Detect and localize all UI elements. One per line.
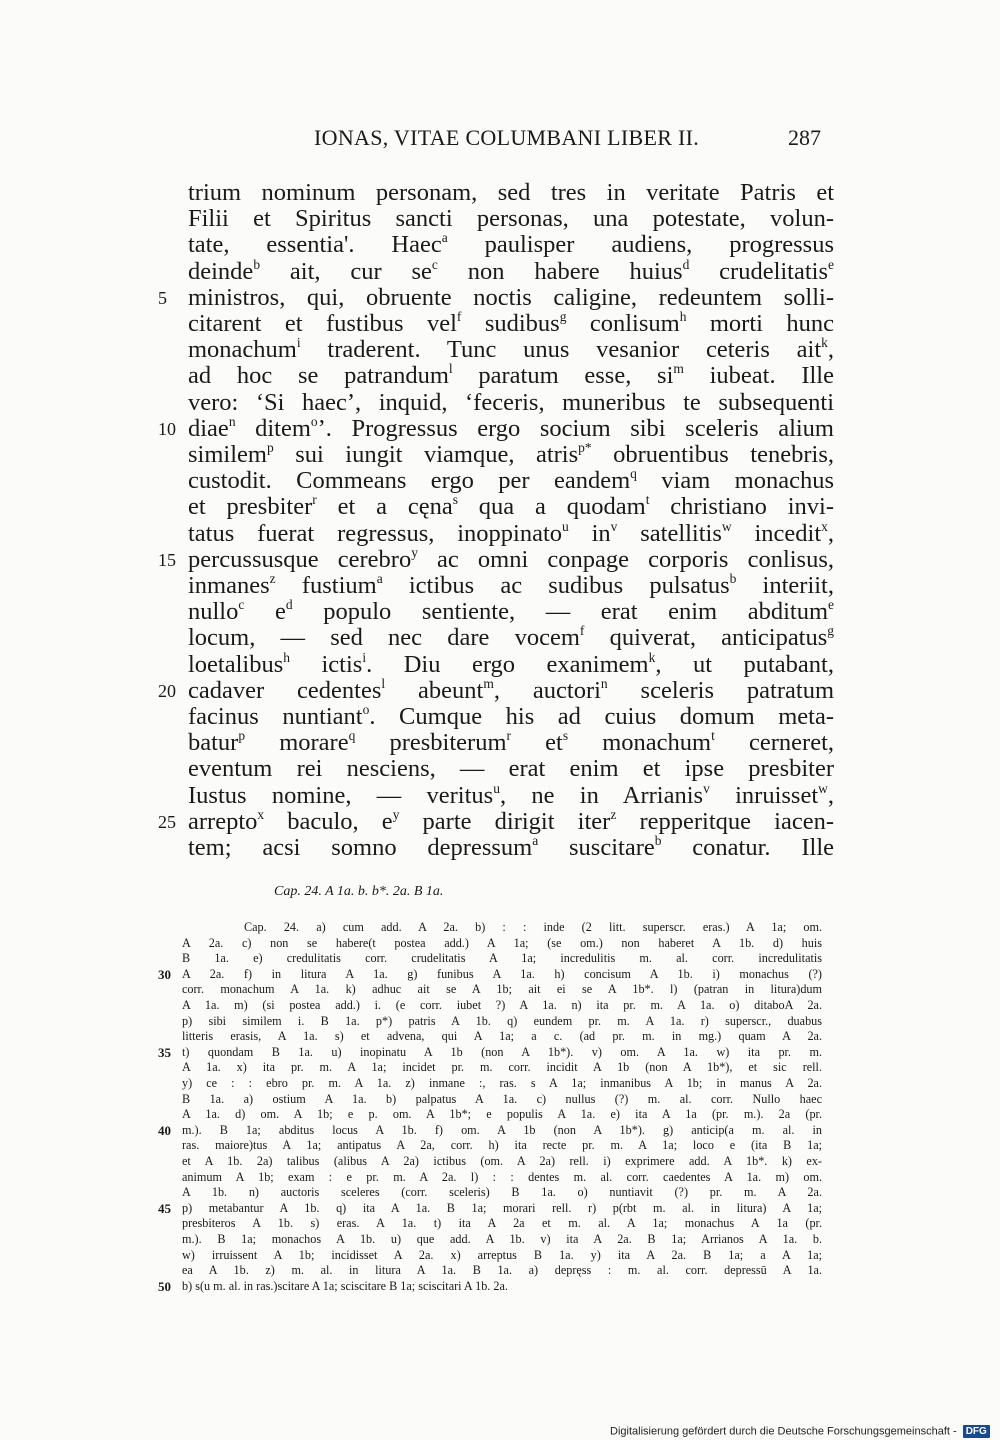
apparatus-line: p) metabantur A 1b. q) ita A 1a. B 1a; morari rell. r) p(rbt m. al. in litura) A 1a; [182,1201,822,1215]
apparatus-line: A 1a. m) (si postea add.) i. (e corr. iubet ?) A 1a. n) ita pr. m. A 1a. o) ditaboA 2a. [182,999,822,1012]
apparatus-line: presbiteros A 1b. s) eras. A 1a. t) ita A 2a et m. al. A 1a; monachus A 1a (pr. [182,1217,822,1231]
apparatus-line: Cap. 24. a) cum add. A 2a. b) : : inde (2 litt. superscr. eras.) A 1a; om. [244,921,822,934]
text-line: eventum rei nesciens, — erat enim et ipse presbiter [188,755,834,783]
dfg-logo: DFG [963,1425,990,1438]
footer [610,1422,990,1438]
chapter-manuscripts: Cap. 24. A 1a. b. b*. 2a. B 1a. [274,884,444,899]
page-header [0,125,1000,155]
text-line: deinde$^b$ ait, cur $se^c$ non habere huius$^d$ crudelitatis$^e$ [188,256,834,285]
apparatus-line: A 1b. n) auctoris sceleres (corr. sceleris) B 1a. o) nuntiavit (?) pr. m. A 2a. [182,1186,822,1200]
apparatus-line: m.). B 1a; monachos A 1b. u) que add. A 1b. v) ita A 2a. B 1a; Arrianos A 1a. b. [182,1233,822,1246]
text-line: monachum$^i$ traderent. Tunc unus vesanior ceteris ait$^k$, [188,335,834,364]
apparatus-line: m.). B 1a; abditus locus A 1b. f) om. A 1b (non A 1b*). g) anticip(a m. al. in [182,1123,822,1137]
apparatus-line: corr. monachum A 1a. k) adhuc ait se A 1b; ait ei se A 1b*. l) (patran in litura)dum [182,983,822,997]
line-number: 15 [158,549,176,570]
text-line: percussusque cerebro$^y$ ac omni conpage corporis conlisus, [188,544,834,573]
text-line: loetalibus$^h$ ictis$^i$. Diu ergo exanimem$^k$, ut putabant, [188,649,834,678]
apparatus-line: animum A 1b; exam : e pr. m. A 2a. l) : : dentes m. al. corr. caedentes A 1a. m) om. [182,1170,822,1184]
text-line: custodit. Commeans ergo per eandem$^q$ viam monachus [188,466,834,495]
text-line: trium nominum personam, sed tres in veritate Patris et [188,179,834,206]
text-line: ad hoc se patrandum$^l$ paratum esse, $si^m$ iubeat. Ille [188,361,834,390]
apparatus-line: et A 1b. 2a) talibus (alibus A 2a) ictibus (om. A 2a) rell. i) exprimere add. A 1b*. k) ex- [182,1155,822,1168]
page-number: 287 [788,125,821,150]
apparatus-line: t) quondam B 1a. u) inopinatu A 1b (non A 1b*). v) om. A 1a. w) ita pr. m. [182,1045,822,1059]
apparatus-line: A 1a. d) om. A 1b; e p. om. A 1b*; e populis A 1a. e) ita A 1a (pr. m.). 2a (pr. [182,1108,822,1122]
text-line: et presbiter$^r$ et a cęna$^s$ qua a quodam$^t$ christiano invi- [188,492,835,521]
line-number: 20 [158,680,176,701]
line-number: 25 [158,811,176,832]
apparatus-line: ras. maiore)tus A 1a; antipatus A 2a, corr. h) ita recte pr. m. A 1a; loco e (ita B 1a; [182,1139,822,1153]
running-head: IONAS, VITAE COLUMBANI LIBER II. [314,125,700,150]
text-line: similem$^p$ sui iungit viamque, atris$^{p*}$ obruentibus tenebris, [188,439,834,468]
apparatus-line: w) irruissent A 1b; incidisset A 2a. x) arreptus B 1a. y) ita A 2a. B 1a; a A 1a; [182,1248,822,1262]
apparatus-line-number: 40 [158,1122,171,1138]
apparatus-line: b) s(u m. al. in ras.)scitare A 1a; sciscitare B 1a; sciscitari A 1b. 2a. [182,1279,508,1293]
text-line: cadaver cedentes$^l$ abeunt$^m$, auctori$^n$ sceleris patratum [188,675,835,704]
text-line: nullo$^c$ $e^d$ populo sentiente, — erat enim abditum$^e$ [188,597,835,626]
text-line: Filii et Spiritus sancti personas, una potestate, volun- [188,205,834,233]
apparatus-line-number: 50 [158,1278,171,1294]
apparatus-line: litteris erasis, A 1a. s) et advena, qui A 1a; a c. (ad pr. m. in mg.) quam A 2a. [182,1030,822,1044]
apparatus-line: A 2a. f) in litura A 1a. g) funibus A 1a. h) concisum A 1b. i) monachus (?) [182,967,822,981]
apparatus-line-number: 35 [158,1044,171,1060]
text-line: diae$^n$ ditem$^o$’. Progressus ergo socium sibi sceleris alium [188,413,834,442]
text-line: tatus fuerat regressus, inoppinato$^u$ $in^v$ satellitis$^w$ incedit$^x$, [188,518,834,547]
apparatus-line: p) sibi similem i. B 1a. p*) patris A 1b. q) eundem pr. m. A 1a. r) superscr., duabus [182,1014,822,1028]
apparatus-line: y) ce : : ebro pr. m. A 1a. z) inmane :, ras. s A 1a; inmanibus A 1b; in manus A 2a. [182,1077,822,1090]
text-line: locum, — sed nec dare vocem$^f$ quiverat, anticipatus$^g$ [188,623,835,652]
apparatus-line: A 2a. c) non se habere(t postea add.) A 1a; (se om.) non haberet A 1b. d) huis [182,936,822,950]
text-line: inmanes$^z$ fustium$^a$ ictibus ac sudibus pulsatus$^b$ interiit, [188,570,834,599]
text-line: tate, essentia'. Haec$^a$ paulisper audiens, progressus [188,230,834,259]
footer-credit: Digitalisierung gefördert durch die Deutsche Forschungsgemeinschaft - [610,1425,957,1438]
apparatus-line: A 1a. x) ita pr. m. A 1a; incidet pr. m. corr. incidit A 1b (non A 1b*), et sic rell. [182,1061,822,1075]
apparatus-line-number: 30 [158,966,171,982]
text-line: arrepto$^x$ baculo, $e^y$ parte dirigit iter$^z$ repperitque iacen- [188,806,834,835]
text-line: batur$^p$ morare$^q$ presbiterum$^r$ $et^s$ monachum$^t$ cerneret, [188,728,834,757]
text-line: ministros, qui, obruente noctis caligine, redeuntem solli- [188,283,834,311]
apparatus-line-number: 45 [158,1200,171,1216]
text-line: tem; acsi somno depressum$^a$ suscitare$^b$ conatur. Ille [188,832,835,861]
line-number: 5 [158,287,167,308]
text-line: citarent et fustibus vel$^f$ sudibus$^g$ conlisum$^h$ morti hunc [188,308,834,337]
text-line: facinus nuntiant$^o$. Cumque his ad cuius domum meta- [188,701,835,730]
apparatus-line: ea A 1b. z) m. al. in litura A 1a. B 1a. a) depręss : m. al. corr. depressū A 1a. [182,1264,822,1278]
apparatus-line: B 1a. e) credulitatis corr. crudelitatis A 1a; incredulitis m. al. corr. incredulitatis [182,952,822,966]
text-line: vero: ‘Si haec’, inquid, ‘feceris, muneribus te subsequenti [188,388,834,416]
line-number: 10 [158,418,176,439]
text-line: Iustus nomine, — veritus$^u$, ne in Arrianis$^v$ inruisset$^w$, [188,780,834,809]
apparatus-line: B 1a. a) ostium A 1a. b) palpatus A 1a. c) nullus (?) m. al. corr. Nullo haec [182,1092,822,1106]
